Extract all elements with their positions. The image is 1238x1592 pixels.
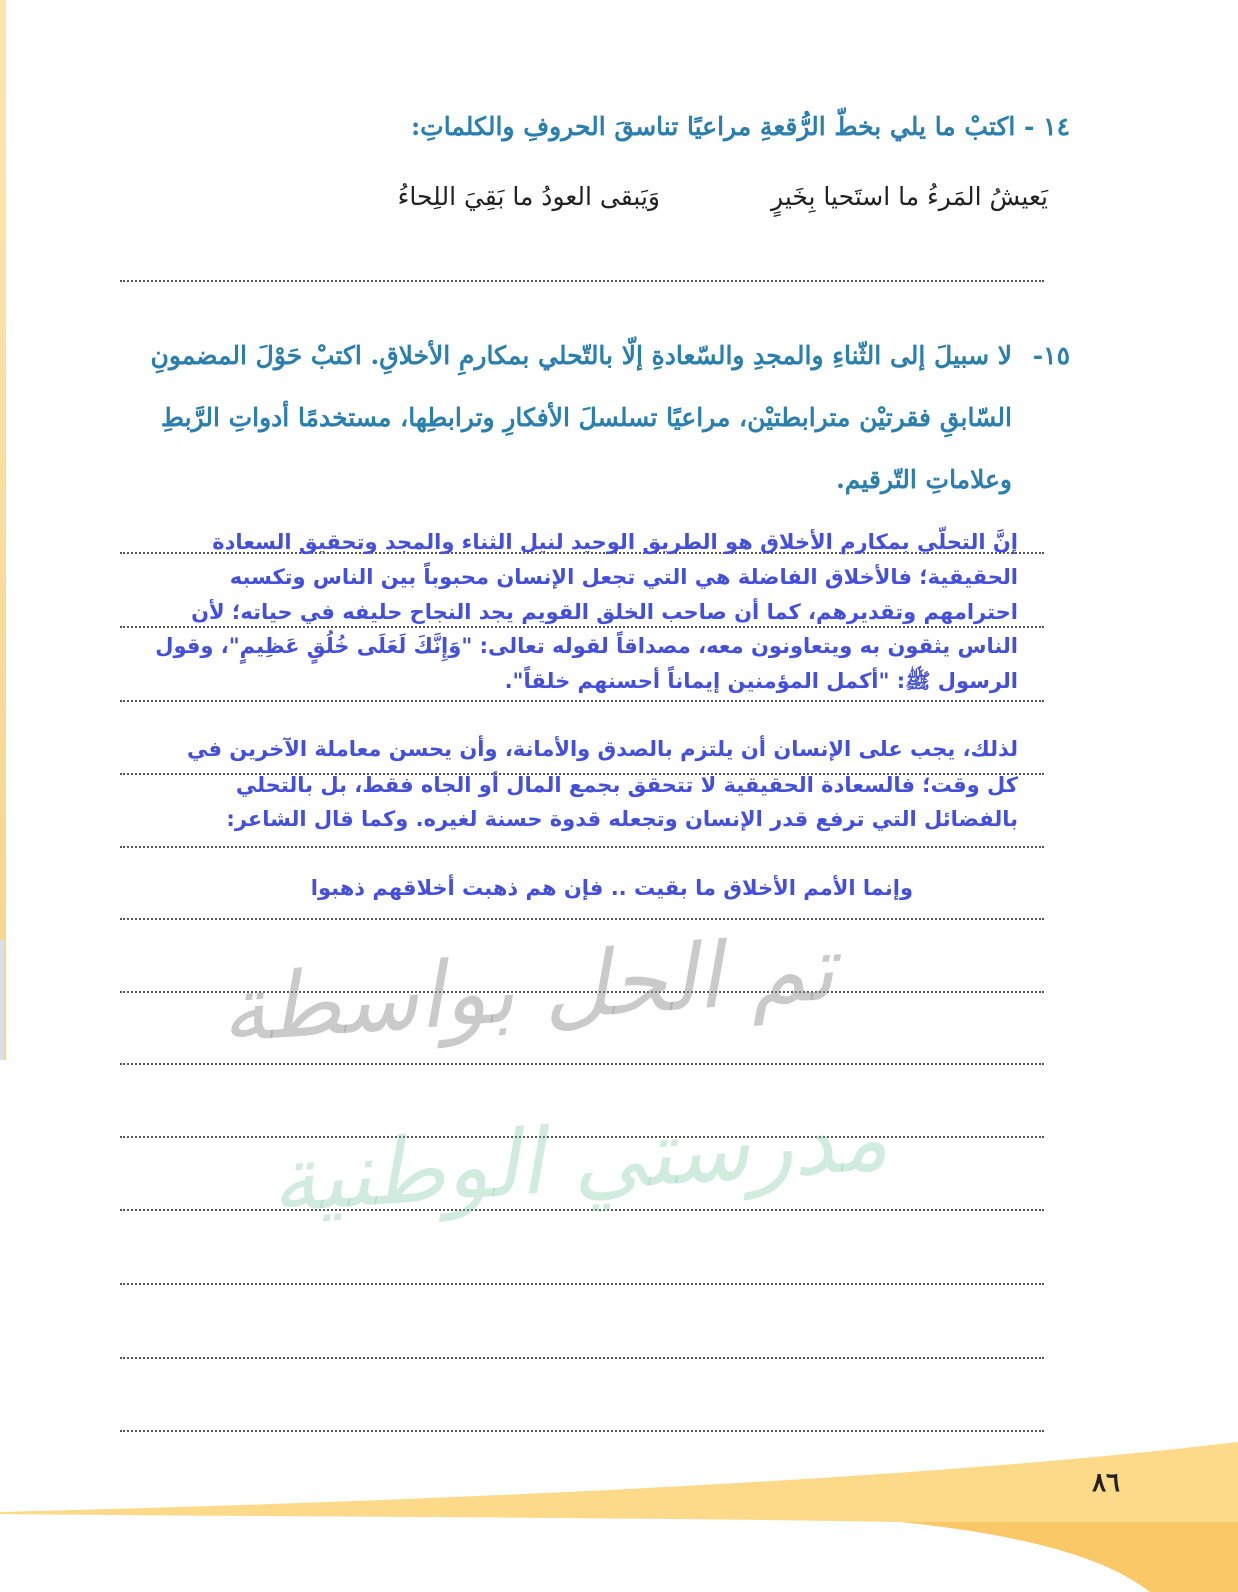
answer-line: الرسول ﷺ: "أكمل المؤمنين إيماناً أحسنهم خلقاً". — [504, 669, 1018, 693]
writing-line — [120, 991, 1044, 993]
answer-line: الحقيقية؛ فالأخلاق الفاضلة هي التي تجعل الإنسان محبوباً بين الناس وتكسبه — [229, 565, 1018, 589]
answer-poem-line: وإنما الأمم الأخلاق ما بقيت .. فإن هم ذهبت أخلاقهم ذهبوا — [310, 876, 913, 900]
writing-line — [120, 846, 1044, 848]
writing-line — [120, 1136, 1044, 1138]
writing-line — [120, 1357, 1044, 1359]
answer-line: الناس يثقون به ويتعاونون معه، مصداقاً لقوله تعالى: "وَإِنَّكَ لَعَلَى خُلُقٍ عَظِيمٍ"، وقول — [155, 634, 1018, 658]
question-14: ١٤ - اكتبْ ما يلي بخطّ الرُّقعةِ مراعيًا تناسقَ الحروفِ والكلماتِ: — [410, 112, 1070, 141]
question-number: ١٥- — [1032, 341, 1070, 370]
writing-line — [120, 1430, 1044, 1432]
writing-line — [120, 626, 1044, 628]
page-number: ٨٦ — [1092, 1468, 1120, 1498]
writing-line — [120, 280, 1044, 282]
writing-line — [120, 1283, 1044, 1285]
verse-first-hemistich: يَعيشُ المَرءُ ما استَحيا بِخَيرٍ — [771, 182, 1048, 211]
page-edge-decoration — [0, 940, 4, 1060]
answer-line: لذلك، يجب على الإنسان أن يلتزم بالصدق والأمانة، وأن يحسن معاملة الآخرين في — [186, 737, 1018, 761]
answer-line: إنَّ التحلّي بمكارم الأخلاق هو الطريق الوحيد لنيل الثناء والمجد وتحقيق السعادة — [212, 530, 1018, 554]
answer-line: كل وقت؛ فالسعادة الحقيقية لا تتحقق بجمع المال أو الجاه فقط، بل بالتحلي — [235, 773, 1018, 797]
writing-line — [120, 918, 1044, 920]
question-15 — [120, 325, 1070, 511]
footer-wave-decoration — [0, 1442, 1238, 1592]
watermark-school-name: مدرستي الوطنية — [267, 1085, 892, 1234]
verse-second-hemistich: وَيَبقى العودُ ما بَقِيَ اللِحاءُ — [397, 182, 660, 211]
page-edge-decoration — [0, 0, 6, 1060]
writing-line — [120, 700, 1044, 702]
writing-line — [120, 1063, 1044, 1065]
watermark-solved-by: تم الحل بواسطة — [217, 915, 838, 1064]
question-text: لا سبيلَ إلى الثّناءِ والمجدِ والسّعادةِ إلّا بالتّحلي بمكارمِ الأخلاقِ. اكتبْ حَوْلَ المضمونِ السّابقِ فقرتيْن مترابطتيْن، مراعيًا تسلسلَ الأفكارِ وترابطِها، مستخدمًا أدواتِ الرَّبطِ وعلاماتِ التّرقيم. — [150, 341, 1012, 494]
answer-line: احترامهم وتقديرهم، كما أن صاحب الخلق القويم يجد النجاح حليفه في حياته؛ لأن — [191, 600, 1018, 624]
answer-line: بالفضائل التي ترفع قدر الإنسان وتجعله قدوة حسنة لغيره. وكما قال الشاعر: — [226, 807, 1018, 831]
writing-line — [120, 1209, 1044, 1211]
